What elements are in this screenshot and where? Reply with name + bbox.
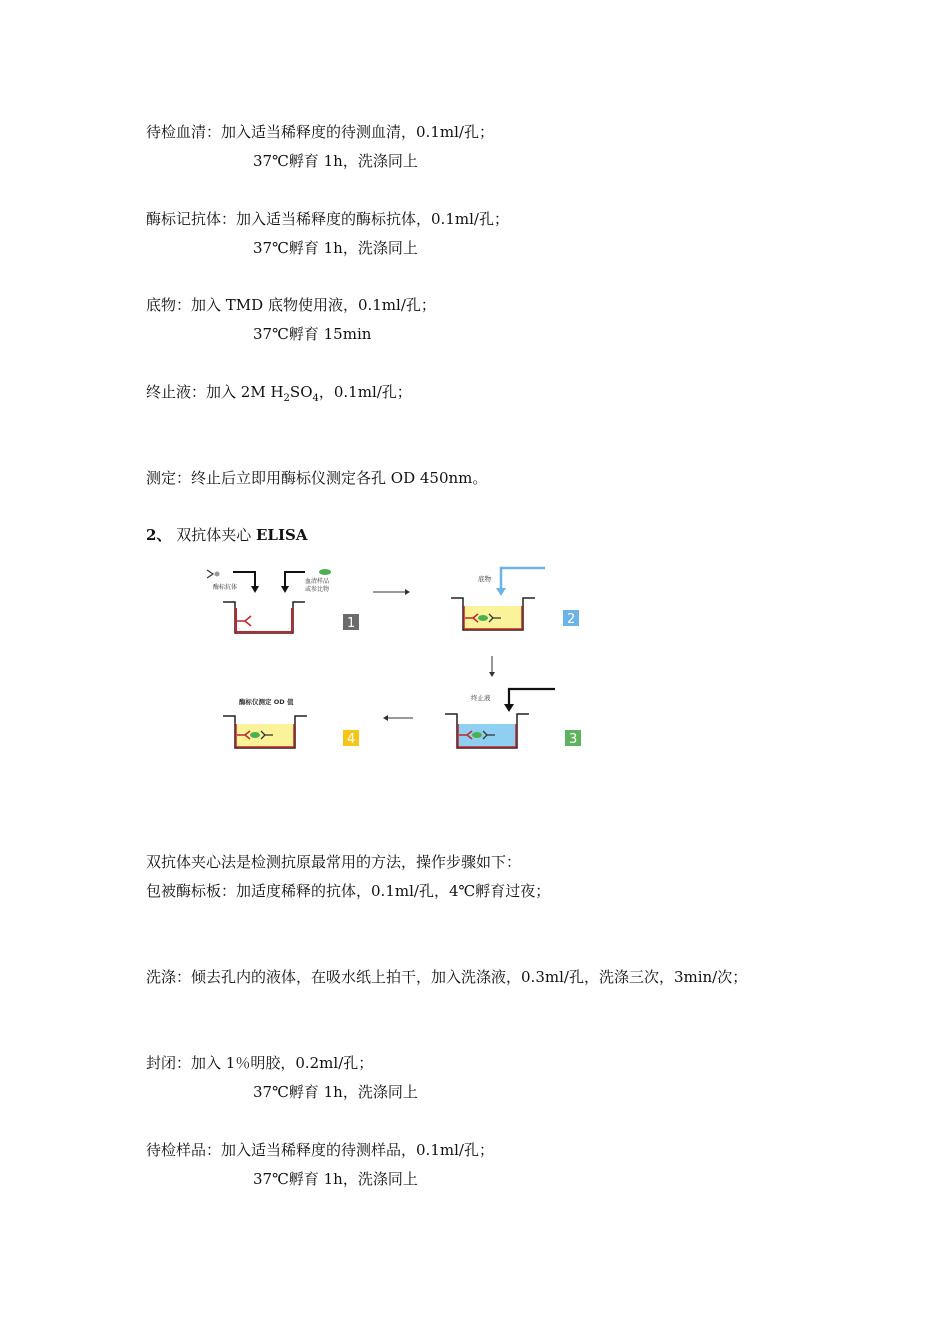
badge-3: 3 <box>569 732 578 747</box>
label-reader: 酶标仪测定 OD 值 <box>239 698 294 706</box>
label-substrate: 底物 <box>478 575 491 583</box>
label-reference: 或参比物 <box>305 586 330 593</box>
badge-1: 1 <box>347 616 356 631</box>
step-4 <box>223 697 359 748</box>
label-serum-sample: 血清样品 <box>305 578 330 585</box>
badge-4: 4 <box>347 732 356 747</box>
intro-line: 双抗体夹心法是检测抗原最常用的方法，操作步骤如下： <box>146 853 522 871</box>
enzyme-antibody-line: 酶标记抗体：加入适当稀释度的酶标抗体，0.1ml/孔； <box>146 210 509 228</box>
sample-line: 待检样品：加入适当稀释度的待测样品，0.1ml/孔； <box>146 1141 494 1159</box>
elisa-sandwich-diagram <box>195 558 595 758</box>
label-enzyme-antibody: 酶标抗体 <box>213 584 238 591</box>
step-2 <box>451 568 579 630</box>
serum-line: 待检血清：加入适当稀释度的待测血清，0.1ml/孔； <box>146 123 494 141</box>
coat-line: 包被酶标板：加适度稀释的抗体，0.1ml/孔，4℃孵育过夜； <box>146 882 551 900</box>
label-stop-solution: 终止液 <box>471 694 491 702</box>
measure-line: 测定：终止后立即用酶标仪测定各孔 OD 450nm。 <box>146 469 488 487</box>
enzyme-antibody-incubate: 37℃孵育 1h，洗涤同上 <box>253 239 418 257</box>
stop-solution-line: 终止液：加入 2M $H_2SO_4$，0.1ml/孔； <box>146 383 412 404</box>
serum-incubate: 37℃孵育 1h，洗涤同上 <box>253 152 418 170</box>
substrate-incubate: 37℃孵育 15min <box>253 325 372 343</box>
badge-2: 2 <box>567 612 576 627</box>
step-3 <box>445 689 581 748</box>
sample-incubate: 37℃孵育 1h，洗涤同上 <box>253 1170 418 1188</box>
block-incubate: 37℃孵育 1h，洗涤同上 <box>253 1083 418 1101</box>
section-heading: 2、 双抗体夹心 ELISA <box>146 526 308 544</box>
step-1 <box>207 569 359 633</box>
block-line: 封闭：加入 1％明胶，0.2ml/孔； <box>146 1054 374 1072</box>
wash-line: 洗涤：倾去孔内的液体，在吸水纸上拍干，加入洗涤液，0.3ml/孔，洗涤三次，3min/次； <box>146 968 748 986</box>
substrate-line: 底物：加入 TMD 底物使用液，0.1ml/孔； <box>146 296 436 314</box>
